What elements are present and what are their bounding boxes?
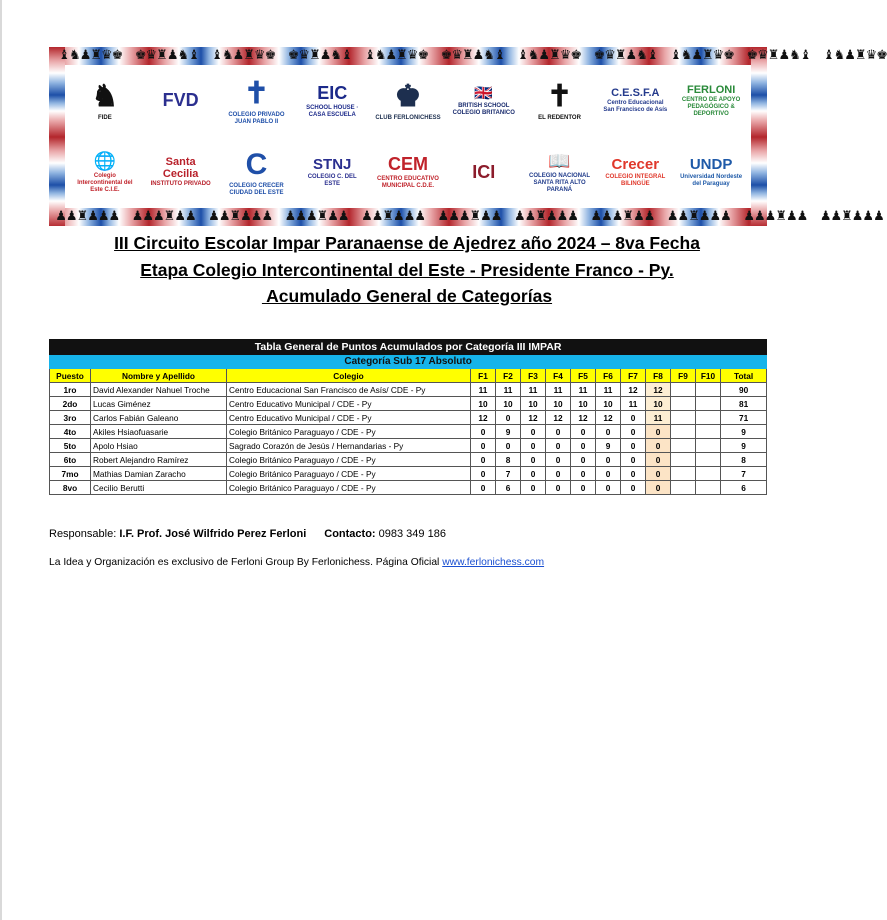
logo-caption: SCHOOL HOUSE · CASA ESCUELA — [306, 104, 359, 118]
table-row — [50, 397, 767, 411]
f7-cell: 11 — [621, 397, 646, 411]
f2-cell: 8 — [496, 453, 521, 467]
logo-caption: CENTRO EDUCATIVO MUNICIPAL C.D.E. — [377, 176, 439, 190]
header-puesto: Puesto — [50, 369, 91, 383]
puesto-cell: 2do — [50, 397, 91, 411]
category-label: Categoría Sub 17 Absoluto — [50, 355, 767, 369]
f7-cell: 0 — [621, 467, 646, 481]
logo-caption: COLEGIO C. DEL ESTE — [307, 174, 357, 188]
fide-emblem-icon: ♞ — [91, 80, 119, 114]
f3-cell: 0 — [521, 439, 546, 453]
cesfa-logo — [602, 69, 668, 133]
f6-cell: 11 — [596, 383, 621, 397]
ici-logo — [451, 140, 517, 204]
british-school-emblem-icon: 🇬🇧 — [474, 85, 494, 103]
chess-pieces-row-top: ♝♞♟♜♛♚ ♚♛♜♟♞♝ ♝♞♟♜♛♚ ♚♛♜♟♞♝ ♝♞♟♜♛♚ ♚♛♜♟♞♝ ♝♞♟♜♛♚ ♚♛♜♟♞♝ ♝♞♟♜♛♚ ♚♛♜♟♞♝ ♝♞♟♜♛♚ — [49, 48, 887, 63]
f1-cell: 12 — [471, 411, 496, 425]
f4-cell: 0 — [546, 453, 571, 467]
colegio-cell: Colegio Británico Paraguayo / CDE - Py — [227, 481, 471, 495]
banner-border-right — [751, 47, 767, 226]
logo-caption: BRITISH SCHOOL COLEGIO BRITANICO — [452, 103, 515, 117]
f10-cell — [696, 425, 721, 439]
nombre-cell: Robert Alejandro Ramírez — [91, 453, 227, 467]
logo-caption: INSTITUTO PRIVADO — [150, 181, 211, 188]
f9-cell — [671, 467, 696, 481]
f1-cell: 0 — [471, 439, 496, 453]
santa-rita-emblem-icon: 📖 — [548, 150, 571, 171]
f6-cell: 0 — [596, 481, 621, 495]
puesto-cell: 4to — [50, 425, 91, 439]
f5-cell: 0 — [571, 453, 596, 467]
f9-cell — [671, 481, 696, 495]
nombre-cell: Lucas Giménez — [91, 397, 227, 411]
table-row — [50, 439, 767, 453]
standings-table — [49, 339, 767, 495]
f2-cell: 6 — [496, 481, 521, 495]
undp-emblem-icon: UNDP — [689, 156, 733, 174]
f4-cell: 0 — [546, 481, 571, 495]
f1-cell: 10 — [471, 397, 496, 411]
responsable-name: I.F. Prof. José Wilfrido Perez Ferloni — [119, 528, 307, 540]
fvd-logo — [148, 69, 214, 133]
total-cell: 81 — [721, 397, 767, 411]
f1-cell: 0 — [471, 453, 496, 467]
f10-cell — [696, 397, 721, 411]
logo-caption: COLEGIO PRIVADO JUAN PABLO II — [228, 111, 285, 125]
header-nombre-y-apellido: Nombre y Apellido — [91, 369, 227, 383]
header-colegio: Colegio — [227, 369, 471, 383]
f2-cell: 11 — [496, 383, 521, 397]
santa-cecilia-logo — [148, 140, 214, 204]
header-f2: F2 — [496, 369, 521, 383]
document-titles — [0, 230, 814, 310]
f4-cell: 0 — [546, 467, 571, 481]
puesto-cell: 8vo — [50, 481, 91, 495]
organization-note — [49, 557, 544, 568]
table-title-row — [50, 340, 767, 355]
f7-cell: 0 — [621, 481, 646, 495]
f2-cell: 0 — [496, 411, 521, 425]
cesfa-emblem-icon: C.E.S.F.A — [611, 87, 660, 100]
table-row — [50, 411, 767, 425]
nombre-cell: Apolo Hsiao — [91, 439, 227, 453]
british-school-logo — [451, 69, 517, 133]
header-f5: F5 — [571, 369, 596, 383]
f3-cell: 0 — [521, 481, 546, 495]
f3-cell: 0 — [521, 467, 546, 481]
f1-cell: 0 — [471, 481, 496, 495]
colegio-crecer-cde-logo — [223, 140, 289, 204]
eic-logo — [299, 69, 365, 133]
f1-cell: 0 — [471, 425, 496, 439]
f8-cell: 0 — [646, 453, 671, 467]
f9-cell — [671, 425, 696, 439]
total-cell: 7 — [721, 467, 767, 481]
logo-caption: EL REDENTOR — [538, 115, 581, 122]
f9-cell — [671, 397, 696, 411]
f7-cell: 0 — [621, 411, 646, 425]
f2-cell: 10 — [496, 397, 521, 411]
page-edge — [0, 0, 2, 920]
f5-cell: 11 — [571, 383, 596, 397]
santa-rita-logo — [527, 140, 593, 204]
colegio-cell: Sagrado Corazón de Jesús / Hernandarias - Py — [227, 439, 471, 453]
f5-cell: 12 — [571, 411, 596, 425]
el-redentor-logo — [527, 69, 593, 133]
f10-cell — [696, 453, 721, 467]
contacto-value: 0983 349 186 — [375, 528, 446, 540]
f9-cell — [671, 453, 696, 467]
colegio-cell: Colegio Británico Paraguayo / CDE - Py — [227, 467, 471, 481]
nombre-cell: David Alexander Nahuel Troche — [91, 383, 227, 397]
f4-cell: 0 — [546, 439, 571, 453]
f5-cell: 0 — [571, 439, 596, 453]
total-cell: 9 — [721, 439, 767, 453]
f5-cell: 0 — [571, 481, 596, 495]
contacto-label: Contacto: — [324, 528, 376, 540]
f3-cell: 12 — [521, 411, 546, 425]
ici-emblem-icon: ICI — [472, 161, 496, 182]
header-f3: F3 — [521, 369, 546, 383]
f10-cell — [696, 411, 721, 425]
header-f10: F10 — [696, 369, 721, 383]
f6-cell: 0 — [596, 467, 621, 481]
puesto-cell: 5to — [50, 439, 91, 453]
title-line-2: Etapa Colegio Intercontinental del Este - Presidente Franco - Py. — [140, 259, 674, 280]
total-cell: 90 — [721, 383, 767, 397]
chess-pieces-row-bottom: ♟♟♜♟♟♟ ♟♟♟♜♟♟ ♟♟♜♟♟♟ ♟♟♟♜♟♟ ♟♟♜♟♟♟ ♟♟♟♜♟♟ ♟♟♜♟♟♟ ♟♟♟♜♟♟ ♟♟♜♟♟♟ ♟♟♟♜♟♟ ♟♟♜♟♟♟ — [49, 209, 884, 224]
colegio-cell: Colegio Británico Paraguayo / CDE - Py — [227, 453, 471, 467]
logo-caption: FIDE — [98, 115, 112, 122]
f5-cell: 0 — [571, 425, 596, 439]
total-cell: 6 — [721, 481, 767, 495]
santa-cecilia-emblem-icon: Santa Cecilia — [162, 156, 199, 181]
f8-cell: 0 — [646, 481, 671, 495]
logo-caption: CENTRO DE APOYO PEDAGÓGICO & DEPORTIVO — [681, 96, 741, 117]
colegio-crecer-cde-emblem-icon: C — [245, 147, 268, 181]
f5-cell: 10 — [571, 397, 596, 411]
logo-caption: Colegio Intercontinental del Este C.I.E. — [77, 172, 133, 193]
f2-cell: 9 — [496, 425, 521, 439]
header-f8: F8 — [646, 369, 671, 383]
undp-logo — [678, 140, 744, 204]
official-site-link[interactable]: www.ferlonichess.com — [442, 557, 545, 568]
category-row — [50, 355, 767, 369]
f6-cell: 9 — [596, 439, 621, 453]
f10-cell — [696, 383, 721, 397]
f10-cell — [696, 439, 721, 453]
table-title: Tabla General de Puntos Acumulados por Categoría III IMPAR — [50, 340, 767, 355]
title-line-1: III Circuito Escolar Impar Paranaense de Ajedrez año 2024 – 8va Fecha — [114, 233, 700, 253]
header-f1: F1 — [471, 369, 496, 383]
f7-cell: 0 — [621, 425, 646, 439]
f6-cell: 0 — [596, 425, 621, 439]
f8-cell: 0 — [646, 439, 671, 453]
responsable-line — [49, 528, 446, 540]
f10-cell — [696, 481, 721, 495]
f2-cell: 7 — [496, 467, 521, 481]
header-f7: F7 — [621, 369, 646, 383]
f1-cell: 0 — [471, 467, 496, 481]
f8-cell: 11 — [646, 411, 671, 425]
table-row — [50, 383, 767, 397]
ferloni-group-logo — [678, 69, 744, 133]
el-redentor-emblem-icon: ✝ — [546, 80, 573, 114]
club-ferlonichess-logo — [375, 69, 441, 133]
puesto-cell: 7mo — [50, 467, 91, 481]
f4-cell: 11 — [546, 383, 571, 397]
f4-cell: 10 — [546, 397, 571, 411]
logo-caption: COLEGIO NACIONAL SANTA RITA ALTO PARANÁ — [529, 172, 591, 193]
colegio-cell: Colegio Británico Paraguayo / CDE - Py — [227, 425, 471, 439]
f4-cell: 0 — [546, 425, 571, 439]
colegio-cell: Centro Educativo Municipal / CDE - Py — [227, 397, 471, 411]
logo-caption: CLUB FERLONICHESS — [375, 115, 441, 122]
crecer-emblem-icon: Crecer — [611, 156, 660, 174]
crecer-logo — [602, 140, 668, 204]
table-header-row — [50, 369, 767, 383]
logo-caption: Centro Educacional San Francisco de Asís — [603, 100, 668, 114]
juan-pablo-ii-logo — [223, 69, 289, 133]
f6-cell: 10 — [596, 397, 621, 411]
colegio-cell: Centro Educacional San Francisco de Asís/ CDE - Py — [227, 383, 471, 397]
f9-cell — [671, 439, 696, 453]
puesto-cell: 3ro — [50, 411, 91, 425]
f10-cell — [696, 467, 721, 481]
total-cell: 8 — [721, 453, 767, 467]
nombre-cell: Carlos Fabián Galeano — [91, 411, 227, 425]
f8-cell: 10 — [646, 397, 671, 411]
cie-logo — [72, 140, 138, 204]
stnj-emblem-icon: STNJ — [313, 156, 352, 174]
total-cell: 71 — [721, 411, 767, 425]
f2-cell: 0 — [496, 439, 521, 453]
organization-text: La Idea y Organización es exclusivo de Ferloni Group By Ferlonichess. Página Oficial — [49, 557, 443, 568]
logo-caption: Universidad Nordeste del Paraguay — [680, 174, 743, 188]
f1-cell: 11 — [471, 383, 496, 397]
header-f6: F6 — [596, 369, 621, 383]
f6-cell: 12 — [596, 411, 621, 425]
table-row — [50, 481, 767, 495]
logo-caption: COLEGIO INTEGRAL BILINGÜE — [605, 174, 666, 188]
f8-cell: 0 — [646, 467, 671, 481]
f8-cell: 0 — [646, 425, 671, 439]
colegio-cell: Centro Educativo Municipal / CDE - Py — [227, 411, 471, 425]
f7-cell: 0 — [621, 453, 646, 467]
fide-logo — [72, 69, 138, 133]
cie-emblem-icon: 🌐 — [93, 150, 117, 171]
f6-cell: 0 — [596, 453, 621, 467]
header-f9: F9 — [671, 369, 696, 383]
nombre-cell: Cecilio Berutti — [91, 481, 227, 495]
header-f4: F4 — [546, 369, 571, 383]
f3-cell: 0 — [521, 425, 546, 439]
f5-cell: 0 — [571, 467, 596, 481]
f3-cell: 10 — [521, 397, 546, 411]
f3-cell: 11 — [521, 383, 546, 397]
sponsor-logos-grid — [67, 65, 749, 208]
juan-pablo-ii-emblem-icon: ✝ — [243, 76, 269, 110]
f9-cell — [671, 411, 696, 425]
nombre-cell: Mathias Damian Zaracho — [91, 467, 227, 481]
f4-cell: 12 — [546, 411, 571, 425]
club-ferlonichess-emblem-icon: ♚ — [394, 80, 422, 114]
f8-cell: 12 — [646, 383, 671, 397]
sponsor-banner — [49, 47, 887, 226]
total-cell: 9 — [721, 425, 767, 439]
eic-emblem-icon: EIC — [317, 82, 348, 103]
title-line-3: Acumulado General de Categorías — [261, 286, 553, 306]
stnj-logo — [299, 140, 365, 204]
cem-emblem-icon: CEM — [387, 154, 428, 175]
table-row — [50, 467, 767, 481]
cem-logo — [375, 140, 441, 204]
banner-border-left — [49, 47, 65, 226]
responsable-label: Responsable: — [49, 528, 120, 540]
f7-cell: 0 — [621, 439, 646, 453]
nombre-cell: Akiles Hsiaofuasarie — [91, 425, 227, 439]
ferloni-group-emblem-icon: FERLONI — [686, 83, 736, 96]
f7-cell: 12 — [621, 383, 646, 397]
f3-cell: 0 — [521, 453, 546, 467]
logo-caption: COLEGIO CRECER CIUDAD DEL ESTE — [229, 182, 284, 196]
f9-cell — [671, 383, 696, 397]
header-total: Total — [721, 369, 767, 383]
puesto-cell: 1ro — [50, 383, 91, 397]
fvd-emblem-icon: FVD — [162, 90, 199, 111]
table-row — [50, 425, 767, 439]
puesto-cell: 6to — [50, 453, 91, 467]
table-row — [50, 453, 767, 467]
